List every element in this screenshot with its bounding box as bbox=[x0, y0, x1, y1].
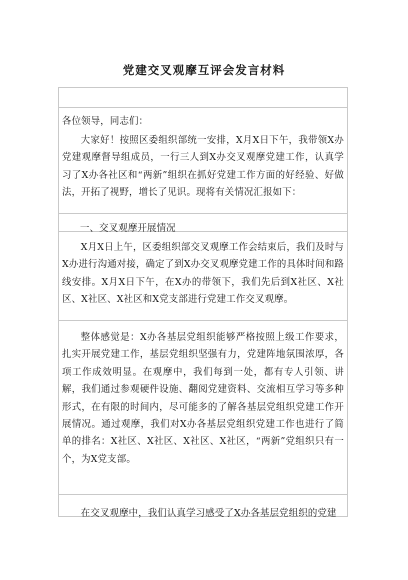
intro-paragraph: 大家好！按照区委组织部统一安排，X月X日下午，我带领X办党建观摩督导组成员，一行三人到X办交叉观摩党建工作，认真学习了X办各社区和“两新”组织在抓好党建工作方面的好经验、好做法，开拓了视野，增长了见识。现将有关情况汇报如下： bbox=[62, 135, 344, 199]
section-heading: 一、交叉观摩开展情况 bbox=[80, 223, 176, 234]
greeting-rule bbox=[59, 107, 347, 108]
document-title: 党建交叉观摩互评会发言材料 bbox=[122, 63, 286, 77]
learning-paragraph: 在交叉观摩中，我们认真学习感受了X办各基层党组织的党建 bbox=[80, 508, 337, 519]
assessment-paragraph: 整体感觉是：X办各基层党组织能够严格按照上级工作要求，扎实开展党建工作，基层党组织坚强有力，党建阵地氛围浓厚，各项工作成效明显。在观摩中，我们每到一处，都有专人引领、讲解，我们通过参观硬件设施、翻阅党建资料、交流相互学习等多种形式，在有限的时间内，尽可能多的了解各基层党组织党建工作开展情况。通过观摩，我们对X办各基层党组织党建工作也进行了简单的排名：X社区、X社区、X社区、X社区，“两新”党组织只有一个，为X党支部。 bbox=[62, 332, 344, 465]
greeting: 各位领导，同志们： bbox=[62, 116, 149, 127]
schedule-paragraph: X月X日上午，区委组织部交叉观摩工作会结束后，我们及时与X办进行沟通对接，确定了到X办交叉观摩党建工作的具体时间和路线安排。X月X日下午，在X办的带领下，我们先后到X社区、X社区、X社区、X社区和X党支部进行党建工作交叉观摩。 bbox=[62, 242, 344, 306]
